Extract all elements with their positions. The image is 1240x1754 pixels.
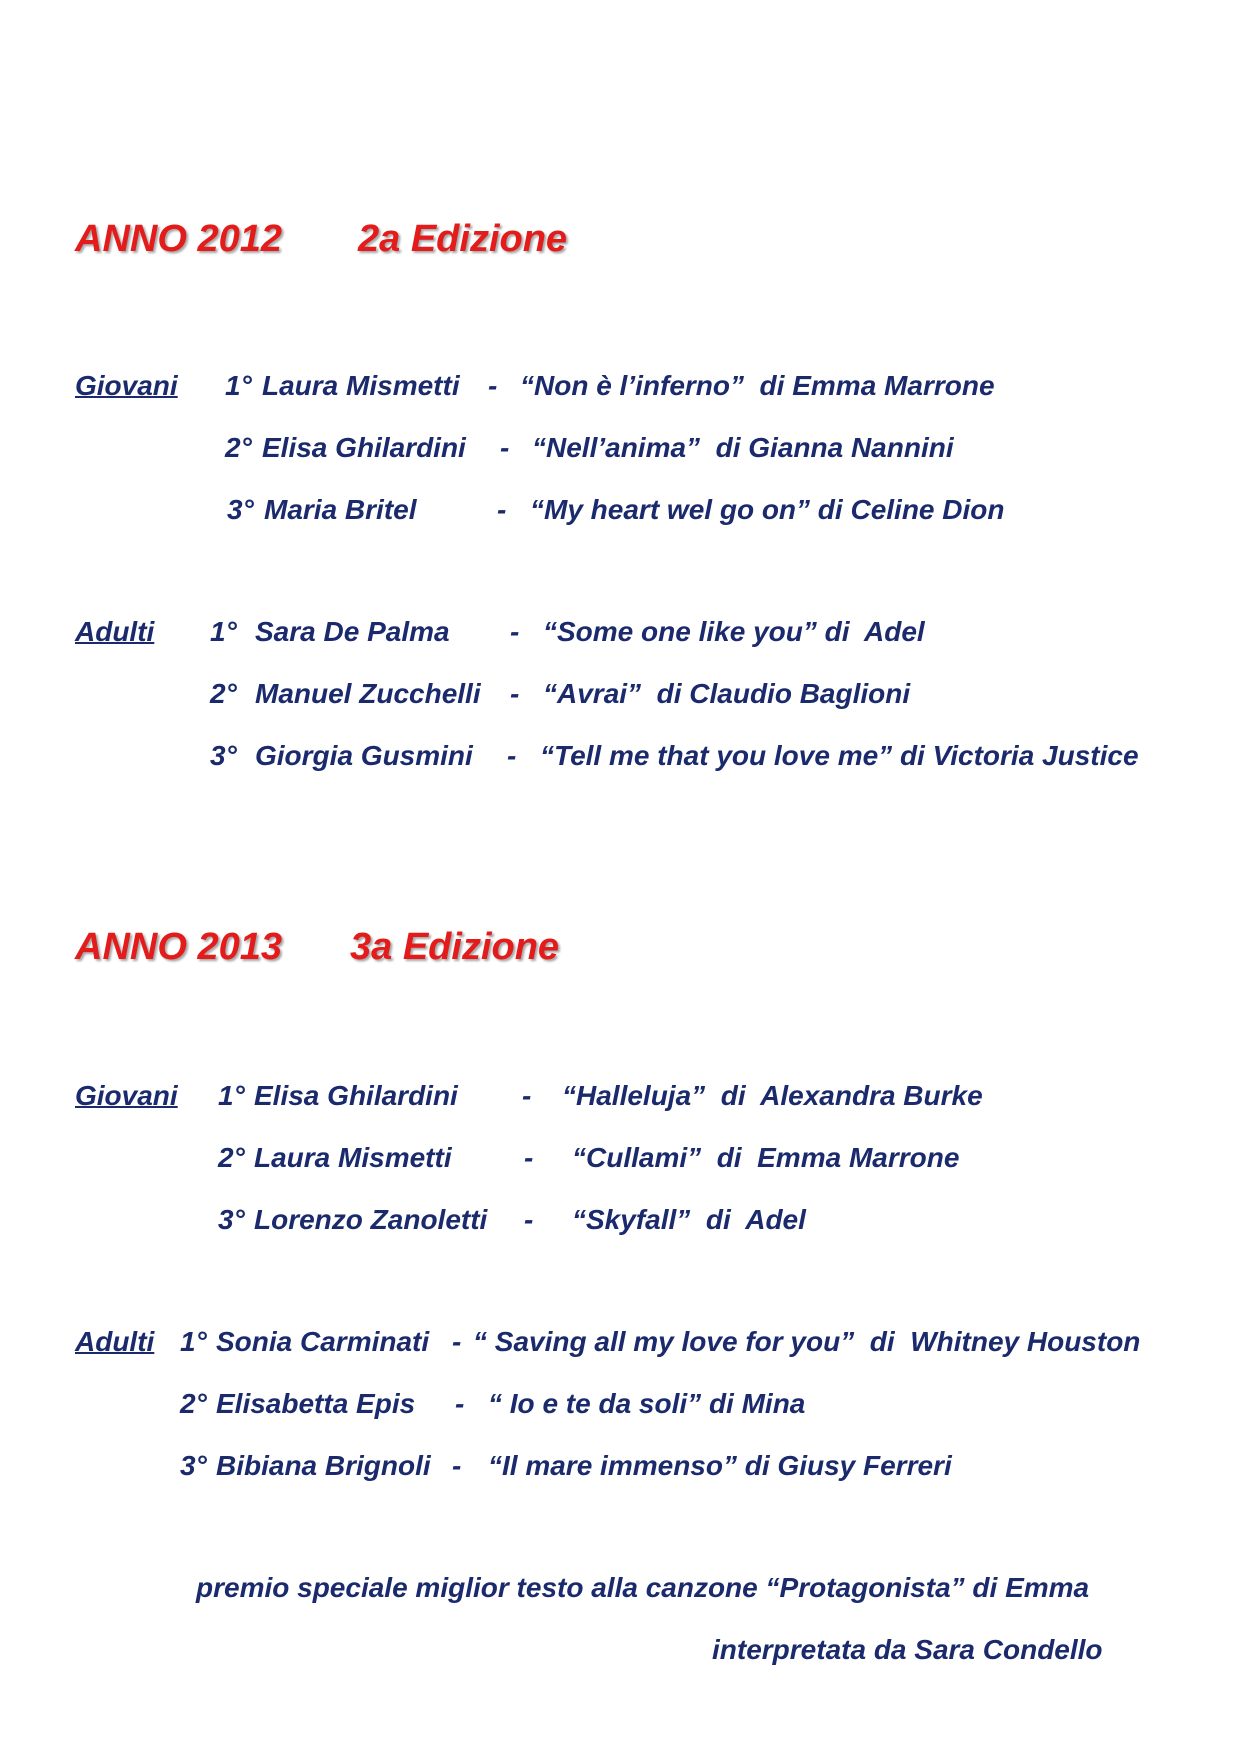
contestant-name: Laura Mismetti	[262, 370, 460, 401]
separator-dash: -	[522, 1080, 532, 1111]
separator-dash: -	[524, 1204, 534, 1235]
contestant-name: Giorgia Gusmini	[255, 740, 473, 771]
rank: 3°	[210, 740, 237, 771]
rank: 3°	[227, 494, 254, 525]
contestant-name: Laura Mismetti	[254, 1142, 452, 1173]
rank: 1°	[218, 1080, 245, 1111]
song-title: “ Io e te da soli” di Mina	[488, 1388, 806, 1419]
edition-year-2012: ANNO 2012	[75, 218, 282, 260]
rank: 2°	[218, 1142, 245, 1173]
separator-dash: -	[510, 678, 520, 709]
song-title: “ Saving all my love for you” di Whitney Houston	[473, 1326, 1141, 1357]
contestant-name: Bibiana Brignoli	[216, 1450, 431, 1481]
special-prize-line-2: interpretata da Sara Condello	[712, 1634, 1103, 1665]
rank: 2°	[210, 678, 237, 709]
song-title: “Skyfall” di Adel	[572, 1204, 806, 1235]
separator-dash: -	[497, 494, 507, 525]
category-adulti-2013: Adulti	[75, 1326, 155, 1357]
song-title: “Cullami” di Emma Marrone	[572, 1142, 960, 1173]
separator-dash: -	[510, 616, 520, 647]
song-title: “My heart wel go on” di Celine Dion	[530, 494, 1005, 525]
rank: 2°	[225, 432, 252, 463]
song-title: “Non è l’inferno” di Emma Marrone	[520, 370, 995, 401]
song-title: “Tell me that you love me” di Victoria Justice	[540, 740, 1139, 771]
contestant-name: Elisa Ghilardini	[254, 1080, 458, 1111]
edition-year-2013: ANNO 2013	[75, 926, 282, 968]
special-prize-line-1: premio speciale miglior testo alla canzone “Protagonista” di Emma	[196, 1572, 1090, 1603]
edition-label-2012: 2a Edizione	[358, 218, 568, 260]
contestant-name: Elisa Ghilardini	[262, 432, 466, 463]
category-giovani-2012: Giovani	[75, 370, 178, 401]
contestant-name: Manuel Zucchelli	[255, 678, 481, 709]
edition-label-2013: 3a Edizione	[350, 926, 560, 968]
separator-dash: -	[524, 1142, 534, 1173]
song-title: “Avrai” di Claudio Baglioni	[543, 678, 911, 709]
rank: 3°	[218, 1204, 245, 1235]
rank: 1°	[225, 370, 252, 401]
rank: 3°	[180, 1450, 207, 1481]
separator-dash: -	[452, 1326, 462, 1357]
song-title: “Nell’anima” di Gianna Nannini	[532, 432, 954, 463]
category-adulti-2012: Adulti	[75, 616, 155, 647]
song-title: “Il mare immenso” di Giusy Ferreri	[488, 1450, 952, 1481]
contestant-name: Sonia Carminati	[216, 1326, 430, 1357]
separator-dash: -	[452, 1450, 462, 1481]
separator-dash: -	[488, 370, 498, 401]
category-giovani-2013: Giovani	[75, 1080, 178, 1111]
contestant-name: Lorenzo Zanoletti	[254, 1204, 488, 1235]
rank: 2°	[180, 1388, 207, 1419]
contestant-name: Maria Britel	[264, 494, 417, 525]
song-title: “Halleluja” di Alexandra Burke	[562, 1080, 983, 1111]
separator-dash: -	[455, 1388, 465, 1419]
rank: 1°	[210, 616, 237, 647]
separator-dash: -	[500, 432, 510, 463]
song-title: “Some one like you” di Adel	[543, 616, 925, 647]
separator-dash: -	[507, 740, 517, 771]
rank: 1°	[180, 1326, 207, 1357]
contestant-name: Sara De Palma	[255, 616, 450, 647]
contestant-name: Elisabetta Epis	[216, 1388, 416, 1419]
